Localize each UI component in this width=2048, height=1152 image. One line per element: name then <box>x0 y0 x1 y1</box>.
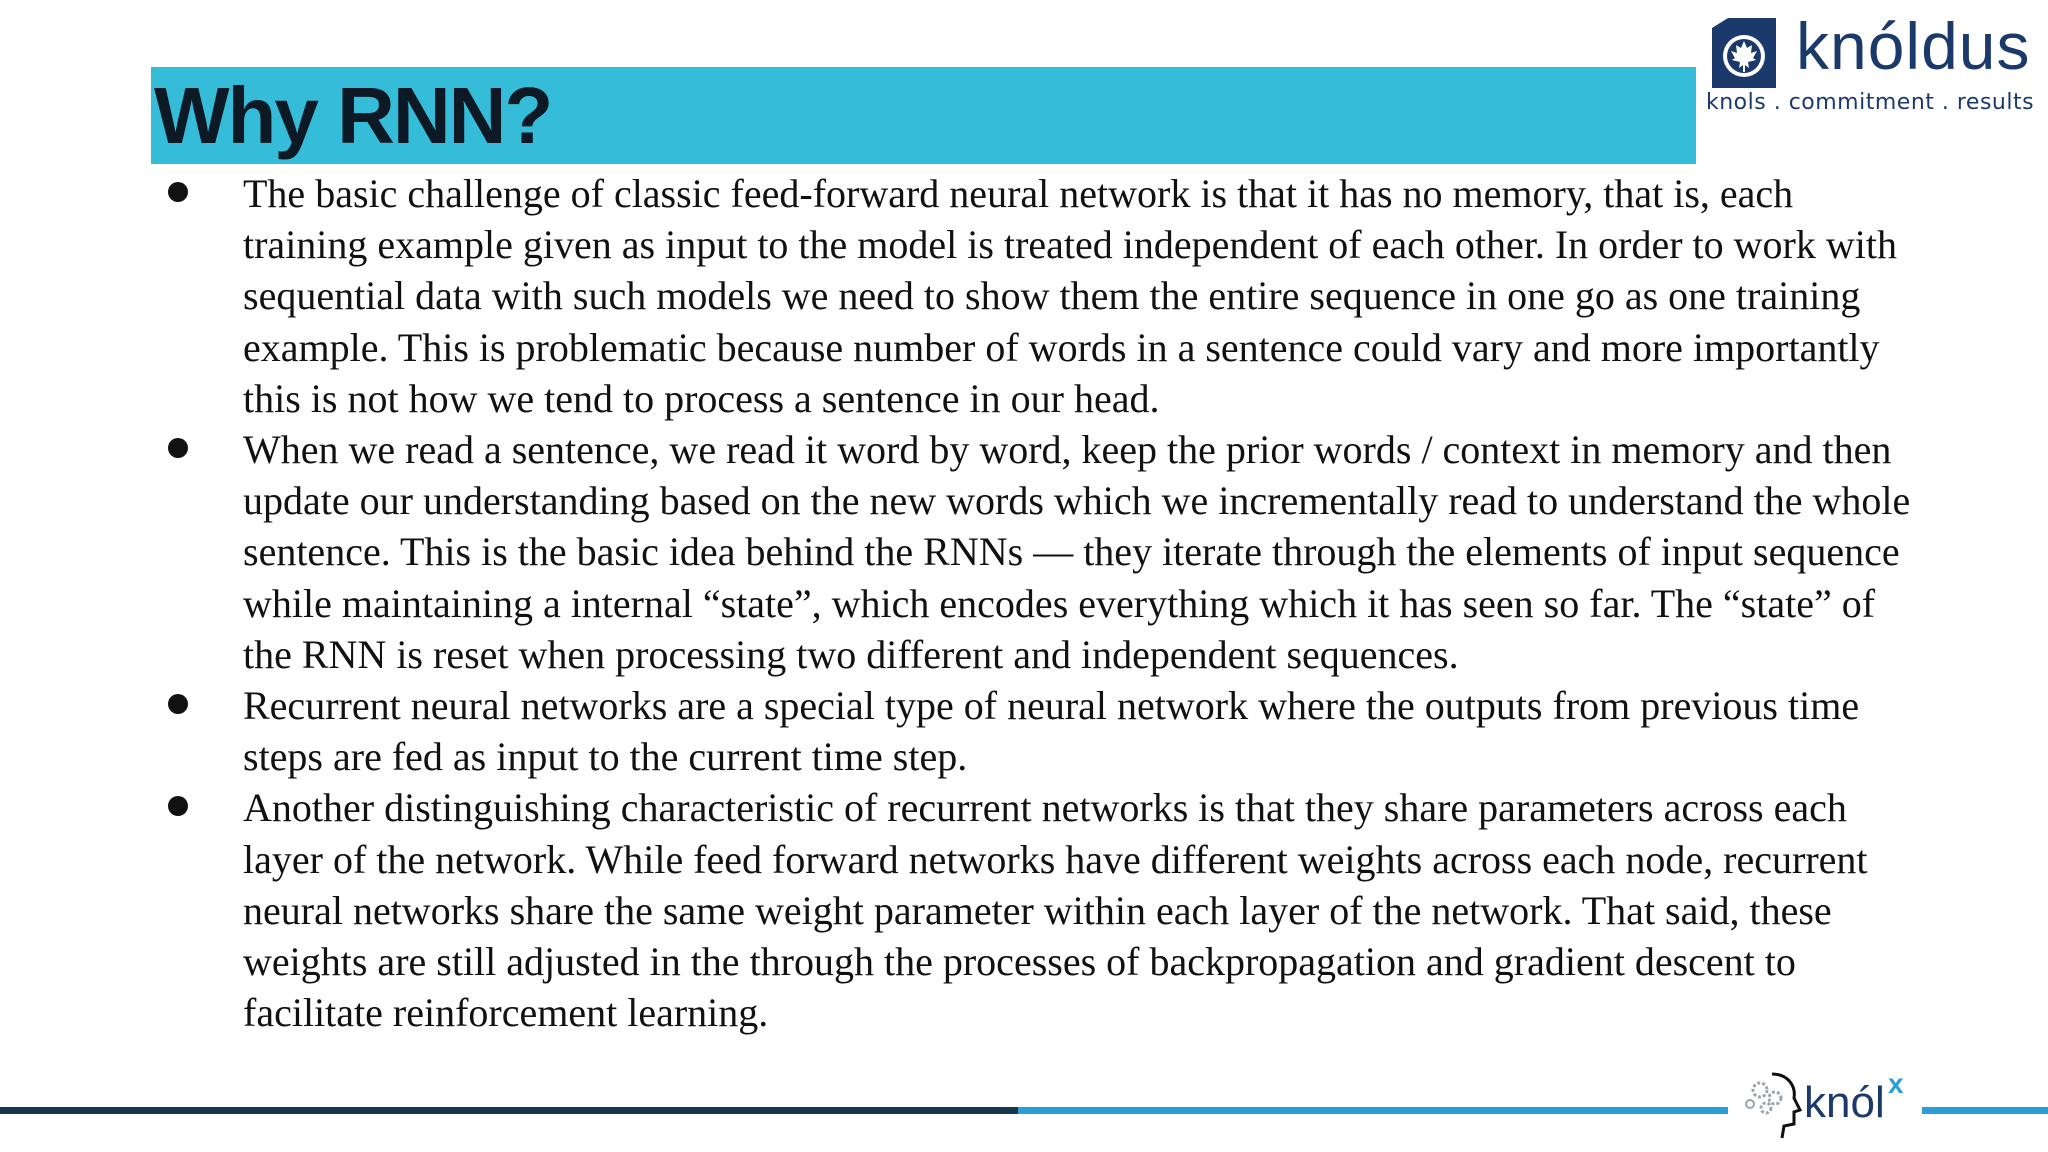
knolx-wordmark: knól <box>1804 1078 1885 1127</box>
bullet-list <box>0 168 2048 1038</box>
knolx-superscript: x <box>1888 1068 1904 1099</box>
bullet-item <box>0 168 2048 424</box>
bullet-item <box>0 680 2048 782</box>
bullet-text: When we read a sentence, we read it word by word, keep the prior words / context in memory and then update our understanding based on the new words which we incrementally read to understand the whole sentence. This is the basic idea behind the RNNs — they iterate through the elements of input sequence while maintaining a internal “state”, which encodes everything which it has seen so far. The “state” of the RNN is reset when processing two different and independent sequences. <box>243 427 1911 677</box>
knoldus-logo <box>1706 9 2035 126</box>
slide-title: Why RNN? <box>154 71 552 160</box>
bullet-dot <box>168 796 188 816</box>
knolx-badge <box>1728 1056 1922 1148</box>
logo-tagline: knols . commitment . results <box>1706 90 2035 115</box>
bullet-item <box>0 782 2048 1038</box>
bullet-text: Another distinguishing characteristic of recurrent networks is that they share parameters across each layer of the network. While feed forward networks have different weights across each node, recurrent neural networks share the same weight parameter within each layer of the network. That said, these weights are still adjusted in the through the processes of backpropagation and gradient descent to facilitate reinforcement learning. <box>243 785 1868 1036</box>
bullet-text: Recurrent neural networks are a special type of neural network where the outputs from previous time steps are fed as input to the current time step. <box>243 683 1860 780</box>
footer-bar-dark <box>0 1107 1018 1114</box>
bullet-dot <box>168 438 188 458</box>
logo-wordmark: knóldus <box>1796 9 2031 83</box>
bullet-dot <box>168 694 188 714</box>
head-gears-icon <box>1742 1068 1812 1142</box>
bullet-text: The basic challenge of classic feed-forward neural network is that it has no memory, that is, each training example given as input to the model is treated independent of each other. In order to work with sequential data with such models we need to show them the entire sequence in one go as one training example. This is problematic because number of words in a sentence could vary and more importantly this is not how we tend to process a sentence in our head. <box>243 171 1897 421</box>
bullet-dot <box>168 182 188 202</box>
maple-leaf-icon <box>1706 16 1780 90</box>
bullet-item <box>0 424 2048 680</box>
